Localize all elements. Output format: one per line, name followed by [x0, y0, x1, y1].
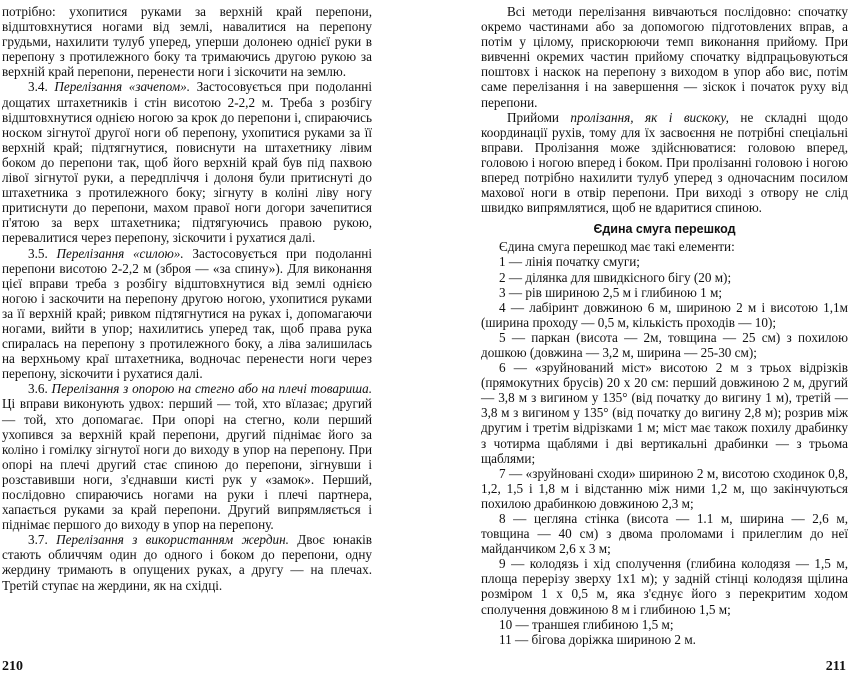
- section-title: Перелізання «силою».: [56, 245, 184, 261]
- right-page: [481, 4, 848, 647]
- left-page: [2, 4, 372, 593]
- section-number: 3.6.: [28, 381, 48, 397]
- list-item: 7 — «зруйновані сходи» шириною 2 м, висотою сходинок 0,8, 1,2, 1,5 і 1,8 м і відстанню між ними 1,2 м, що закінчуються похилою драбинкою довжиною 2,3 м;: [481, 465, 848, 511]
- paragraph-3-5: [2, 246, 372, 382]
- paragraph-italic: пролізання, як і вискоку,: [570, 109, 729, 125]
- list-item: 9 — колодязь і хід сполучення (глибина колодязя — 1,5 м, площа перерізу зверху 1х1 м); у задній стінці колодязя щілина розміром 1 х 0,5 м, яка з'єднує його з перекритим ходом сполучення довжиною 8 м і глибиною 1,5 м;: [481, 556, 848, 617]
- section-text: Двоє юнаків стають обличчям один до одного і боком до перепони, одну жердину тримають в опущених руках, а другу — на плечах. Третій ступає на жердини, як на східці.: [2, 532, 373, 593]
- left-page-content: [2, 4, 372, 593]
- list-item: 6 — «зруйнований міст» висотою 2 м з трьох відрізків (прямокутних брусів) 20 х 20 см: перший довжиною 2 м, другий — 3,8 м з вигином у 135° (від початку до вигину 1 м), третій — 3,8 м з вигином у 135° (від початку до вигину 2,8 м); розрив між другим і третім відрізками 1 м; міст має також похилу драбинку з чотирма щаблями і дві вертикальні драбинки — з трьома щаблями;: [481, 360, 848, 466]
- section-text: Застосовується при подоланні дощатих штахетників і стін висотою 2-2,2 м. Треба з розбігу відштовхнутися однією ногою за крок до перепони і, спираючись носком зігнутої другої ноги об перепону, ухопитися руками за її верхній край; підтягнутися, повиснути на штахетнику лівим боком до перепони так, щоб його верхній край був під пахвою лівої зігнутої руки, а передпліччя і долоня були притиснуті до штахетника з протилежного боку; зігнуту в коліні ліву ногу притиснути до перепони, махом правої ноги догори зачепитися п'ятою за верх штахетника; підтягуючись правою рукою, перевалитися через перепону, зіскочити і рухатися далі.: [2, 79, 372, 246]
- list-intro: Єдина смуга перешкод має такі елементи:: [499, 239, 735, 255]
- list-item: 2 — ділянка для швидкісного бігу (20 м);: [499, 269, 732, 285]
- list-item: 5 — паркан (висота — 2м, товщина — 25 см) з похилою дошкою (довжина — 3,2 м, ширина — 25-30 см);: [481, 329, 848, 360]
- page-number-left: 210: [2, 658, 23, 674]
- paragraph-3-4: [2, 79, 372, 245]
- list-item: 10 — траншея глибиною 1,5 м;: [499, 616, 674, 632]
- paragraph-text: не складні щодо координації рухів, тому для їх засвоєння не потрібні спеціальні вправи. Пролізання може здійснюватися: головою вперед, головою і ногою вперед і боком. При пролізанні головою і ногою вперед потрібно нахилити тулуб уперед з одночасним посилом махової ноги в отвір перепони. При виході з отвору не слід швидко випрямлятися, щоб не вдаритися спиною.: [481, 109, 848, 216]
- section-number: 3.4.: [28, 79, 48, 95]
- paragraph-3-6: [2, 381, 372, 532]
- paragraph: потрібно: ухопитися руками за верхній край перепони, відштовхнутися ногами від землі, навалитися на перепону грудьми, нахилити тулуб уперед, уперши долонею однієї руки в перепону з протилежного боку та тримаючись другою рукою за верхній край перепони, перенести ноги і зіскочити на землю.: [2, 4, 372, 80]
- paragraph: Всі методи перелізання вивчаються послідовно: спочатку окремо частинами або за допомогою підготовлених вправ, а потім у цілому, прискорюючи темп виконання прийому. При вивченні окремих частин прийому спочатку відпрацьовуються поштовх і наскок на перепону з виходом в упор або вис, потім саме перелізання і на завершення — зіскок і початок руху від перепони.: [481, 4, 848, 110]
- paragraph-3-7: [2, 532, 372, 592]
- section-text: Ці вправи виконують удвох: перший — той, хто вїлазає; другий — той, хто допомагає. При опорі на стегно, коли перший ухопився за верхній край перепони, другий піднімає його за коліно і гомілку зігнутої ноги до виходу в упор на перепону. При опорі на плечі другий стає спиною до перепони, зігнувши і розставивши ноги, з'єднавши кисті рук у «замок». Перший, послідовно спираючись ногами на руки і плечі партнера, хапається руками за край перепони. Другий випрямляється і піднімає першого до виходу в упор на перепону.: [2, 396, 372, 533]
- section-number: 3.7.: [28, 532, 48, 548]
- right-page-content: [481, 4, 848, 647]
- section-title: Перелізання «зачепом».: [54, 79, 191, 95]
- list-item: 3 — рів шириною 2,5 м і глибиною 1 м;: [499, 284, 723, 300]
- page-number-right: 211: [825, 658, 846, 674]
- section-number: 3.5.: [28, 245, 48, 261]
- list-item: 11 — бігова доріжка шириною 2 м.: [499, 631, 696, 647]
- paragraph-lead: Прийоми: [507, 109, 571, 125]
- section-heading: Єдина смуга перешкод: [593, 222, 736, 237]
- section-title: Перелізання з опорою на стегно або на плечі товариша.: [51, 381, 373, 397]
- list-item: 4 — лабіринт довжиною 6 м, шириною 2 м і висотою 1,1м (ширина проходу — 0,5 м, кількість проходів — 10);: [481, 299, 848, 330]
- paragraph: [481, 110, 848, 216]
- section-text: Застосовується при подоланні перепони висотою 2-2,2 м (зброя — «за спину»). Для виконання цієї вправи треба з розбігу відштовхнутися від землі однією ногою і заскочити на перепону другою ногою, ухопитися руками за її верхній край; ривком підтягнутися на руках і, допомагаючи ногами, вийти в упор; нахилитись уперед так, щоб права рука спиралась на перепону з протилежного боку, а ліва залишилась на верхньому краї штахетника, водночас перенести ноги через перепону, зіскочити і рухатися далі.: [2, 245, 372, 382]
- list-item: 1 — лінія початку смуги;: [499, 254, 640, 270]
- section-title: Перелізання з використанням жердин.: [56, 532, 289, 548]
- list-item: 8 — цегляна стінка (висота — 1.1 м, ширина — 2,6 м, товщина — 40 см) з двома проломами і прилеглим до неї майданчиком 2,6 х 3 м;: [481, 511, 848, 557]
